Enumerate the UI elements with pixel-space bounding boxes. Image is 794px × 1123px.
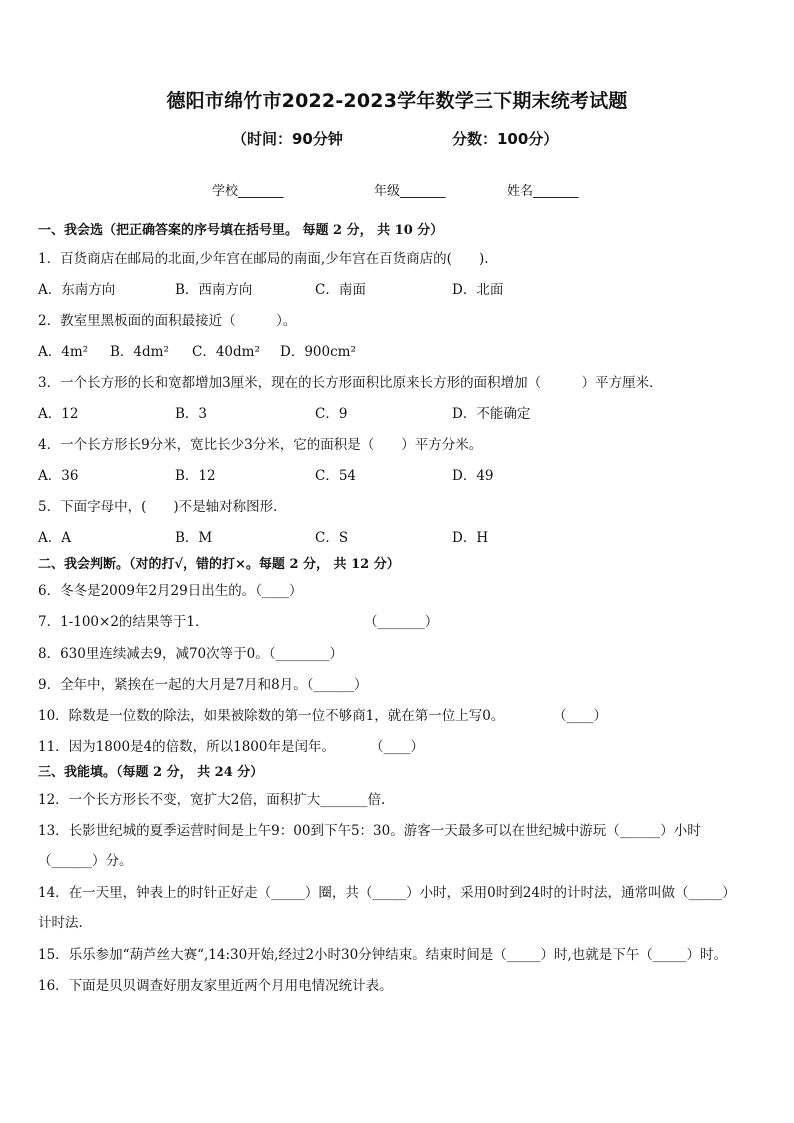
name-field: 姓名_______ [507,184,579,199]
question-14-cont: 计时法. [38,915,83,931]
q1-option-d: D．北面 [452,282,504,298]
grade-field: 年级_______ [374,184,446,199]
q5-option-b: B．M [175,530,213,546]
question-7-blank: （_______） [364,614,439,630]
exam-time: （时间：90分钟 [232,130,343,148]
question-3: 3．一个长方形的长和宽都增加3厘米，现在的长方形面积比原来长方形的面积增加（ ）平方厘米． [38,375,663,391]
question-13-cont: （______）分。 [38,853,133,869]
question-11: 11．因为1800是4的倍数，所以1800年是闰年。 [38,739,335,755]
q2-option-d: D．900cm² [280,344,356,360]
question-12: 12．一个长方形长不变，宽扩大2倍，面积扩大_______倍. [38,792,386,808]
section-1-heading: 一、我会选（把正确答案的序号填在括号里。 每题 2 分， 共 10 分） [38,223,444,238]
question-10-blank: （____） [553,708,607,724]
q3-option-b: B．3 [175,406,208,422]
question-16: 16．下面是贝贝调查好朋友家里近两个月用电情况统计表。 [38,978,393,994]
q2-option-b: B．4dm² [110,344,169,360]
question-6: 6．冬冬是2009年2月29日出生的。（____） [38,583,303,599]
q4-option-d: D．49 [452,468,494,484]
q3-option-d: D．不能确定 [452,406,531,422]
q1-option-c: C．南面 [315,282,366,298]
q4-option-a: A．36 [38,468,79,484]
section-3-heading: 三、我能填。（每题 2 分， 共 24 分） [38,765,264,780]
q4-option-c: C．54 [315,468,357,484]
q5-option-d: D．H [452,530,489,546]
school-field: 学校_______ [212,184,284,199]
section-2-heading: 二、我会判断。（对的打√，错的打×。每题 2 分， 共 12 分） [38,557,400,572]
question-14: 14．在一天里，钟表上的时针正好走（_____）圈，共（_____）小时，采用0时到24时的计时法，通常叫做（_____） [38,885,736,901]
question-11-blank: （____） [370,739,424,755]
question-13: 13．长影世纪城的夏季运营时间是上午9：00到下午5：30。游客一天最多可以在世纪城中游玩（______）小时 [38,823,701,839]
question-10: 10．除数是一位数的除法，如果被除数的第一位不够商1，就在第一位上写0。 [38,708,505,724]
q1-option-a: A．东南方向 [38,282,116,298]
q4-option-b: B．12 [175,468,216,484]
q5-option-c: C．S [315,530,349,546]
question-8: 8．630里连续减去9，减70次等于0。（________） [38,646,343,662]
exam-score: 分数：100分） [452,130,559,148]
question-2: 2．教室里黑板面的面积最接近（ ）。 [38,313,297,329]
question-9: 9．全年中，紧挨在一起的大月是7月和8月。（______） [38,677,368,693]
question-7: 7．1-100×2的结果等于1． [38,614,209,630]
question-15: 15．乐乐参加“葫芦丝大赛“,14:30开始,经过2小时30分钟结束。结束时间是（_____）时,也就是下午（_____）时。 [38,947,728,963]
question-4: 4．一个长方形长9分米，宽比长少3分米，它的面积是（ ）平方分米。 [38,437,483,453]
q1-option-b: B．西南方向 [175,282,253,298]
q2-option-a: A．4m² [38,344,89,360]
q5-option-a: A．A [38,530,71,546]
page-title: 德阳市绵竹市2022-2023学年数学三下期末统考试题 [166,90,628,112]
q2-option-c: C．40dm² [192,344,260,360]
q3-option-a: A．12 [38,406,79,422]
question-1: 1．百货商店在邮局的北面,少年宫在邮局的南面,少年宫在百货商店的( ). [38,251,489,267]
question-5: 5．下面字母中，( )不是轴对称图形． [38,499,287,515]
q3-option-c: C．9 [315,406,348,422]
